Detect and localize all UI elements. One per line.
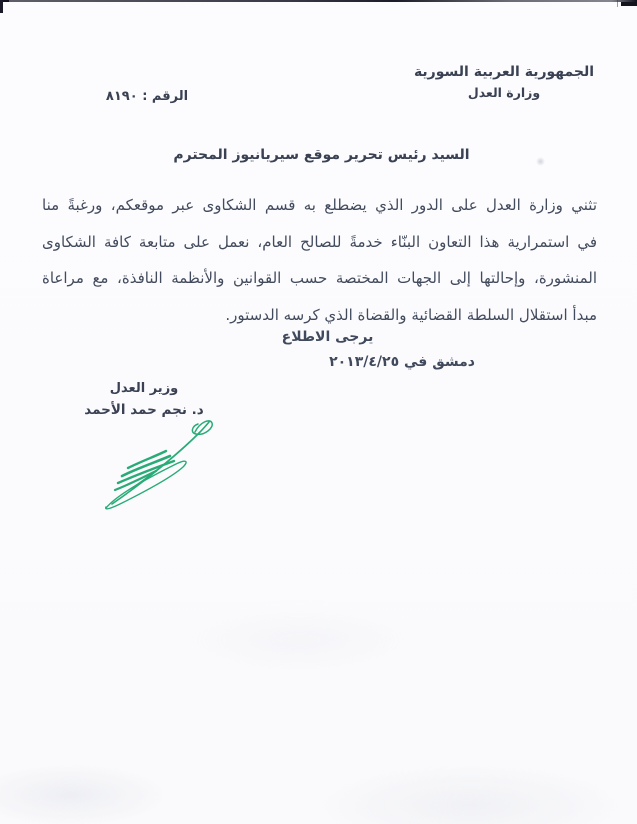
letterhead-country: الجمهورية العربية السورية: [413, 64, 595, 80]
signatory-title: وزير العدل: [109, 381, 179, 396]
signatory-name: د. نجم حمد الأحمد: [84, 402, 204, 418]
signature-block: [54, 381, 234, 418]
body-line: مبدأ استقلال السلطة القضائية والقضاة الذي كرسه الدستور.: [225, 305, 597, 324]
scan-edge-top: [0, 0, 637, 2]
scan-tick-top-right: [617, 0, 618, 7]
scan-corner-top-left: [0, 0, 3, 13]
handwritten-signature: [92, 416, 222, 514]
addressee-line: السيد رئيس تحرير موقع سيريانيوز المحترم: [173, 147, 470, 163]
body-line: في استمرارية هذا التعاون البنّاء خدمةً للصالح العام، نعمل على متابعة كافة الشكاوى: [42, 232, 597, 251]
body-line: المنشورة، وإحالتها إلى الجهات المختصة حسب القوانين والأنظمة النافذة، مع مراعاة: [42, 269, 597, 287]
letterhead: [398, 64, 610, 100]
date-line: دمشق في ٢٠١٣/٤/٢٥: [329, 354, 475, 370]
scan-corner-top-right: [621, 2, 637, 6]
body-line: تثني وزارة العدل على الدور الذي يضطلع به قسم الشكاوى عبر موقعكم، ورغبةً منا: [42, 196, 597, 214]
body-paragraph: [42, 187, 597, 333]
closing-note: يرجى الاطلاع: [281, 329, 374, 345]
reference-number-line: الرقم : ٨١٩٠: [105, 89, 189, 104]
signature-ink-strokes: [106, 421, 213, 509]
letterhead-ministry: وزارة العدل: [467, 85, 541, 100]
